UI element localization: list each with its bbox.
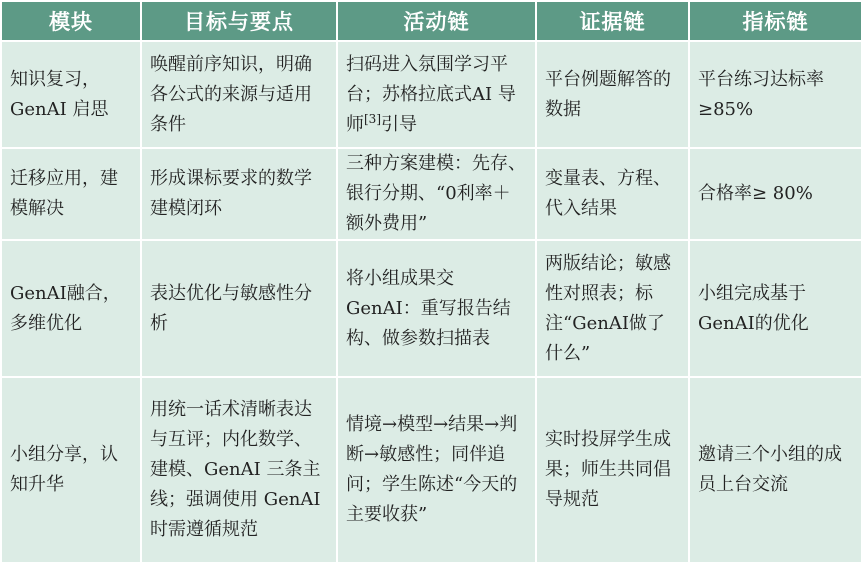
activity-cell (337, 41, 536, 148)
activity-cell: 三种方案建模：先存、银行分期、“0利率＋额外费用” (337, 148, 536, 240)
activity-text: 扫码进入氛围学习平台；苏格拉底式AI 导师 (346, 53, 516, 135)
table-header-row (1, 1, 861, 41)
module-cell: 迁移应用，建模解决 (1, 148, 141, 240)
table-row (1, 377, 861, 563)
header-module: 模块 (1, 1, 141, 41)
table-row (1, 148, 861, 240)
evidence-cell: 实时投屏学生成果；师生共同倡导规范 (536, 377, 689, 563)
module-cell: GenAI融合，多维优化 (1, 240, 141, 377)
goal-cell: 用统一话术清晰表达与互评；内化数学、建模、GenAI 三条主线；强调使用 GenAI 时需遵循规范 (141, 377, 337, 563)
activity-cell: 将小组成果交GenAI：重写报告结构、做参数扫描表 (337, 240, 536, 377)
activity-cell: 情境→模型→结果→判断→敏感性；同伴追问；学生陈述“今天的主要收获” (337, 377, 536, 563)
metric-cell: 邀请三个小组的成员上台交流 (689, 377, 861, 563)
metric-cell: 平台练习达标率≥85% (689, 41, 861, 148)
module-cell: 知识复习，GenAI 启思 (1, 41, 141, 148)
header-activity-chain: 活动链 (337, 1, 536, 41)
metric-cell: 小组完成基于GenAI的优化 (689, 240, 861, 377)
evidence-cell: 两版结论；敏感性对照表；标注“GenAI做了什么” (536, 240, 689, 377)
activity-text-tail: 引导 (381, 113, 417, 135)
citation-ref: [3] (364, 111, 381, 126)
metric-cell: 合格率≥ 80% (689, 148, 861, 240)
evidence-cell: 平台例题解答的数据 (536, 41, 689, 148)
module-cell: 小组分享，认知升华 (1, 377, 141, 563)
header-evidence-chain: 证据链 (536, 1, 689, 41)
goal-cell: 唤醒前序知识，明确各公式的来源与适用条件 (141, 41, 337, 148)
table-row (1, 240, 861, 377)
header-metric-chain: 指标链 (689, 1, 861, 41)
table-row (1, 41, 861, 148)
header-goal: 目标与要点 (141, 1, 337, 41)
goal-cell: 表达优化与敏感性分析 (141, 240, 337, 377)
goal-cell: 形成课标要求的数学建模闭环 (141, 148, 337, 240)
evidence-cell: 变量表、方程、代入结果 (536, 148, 689, 240)
